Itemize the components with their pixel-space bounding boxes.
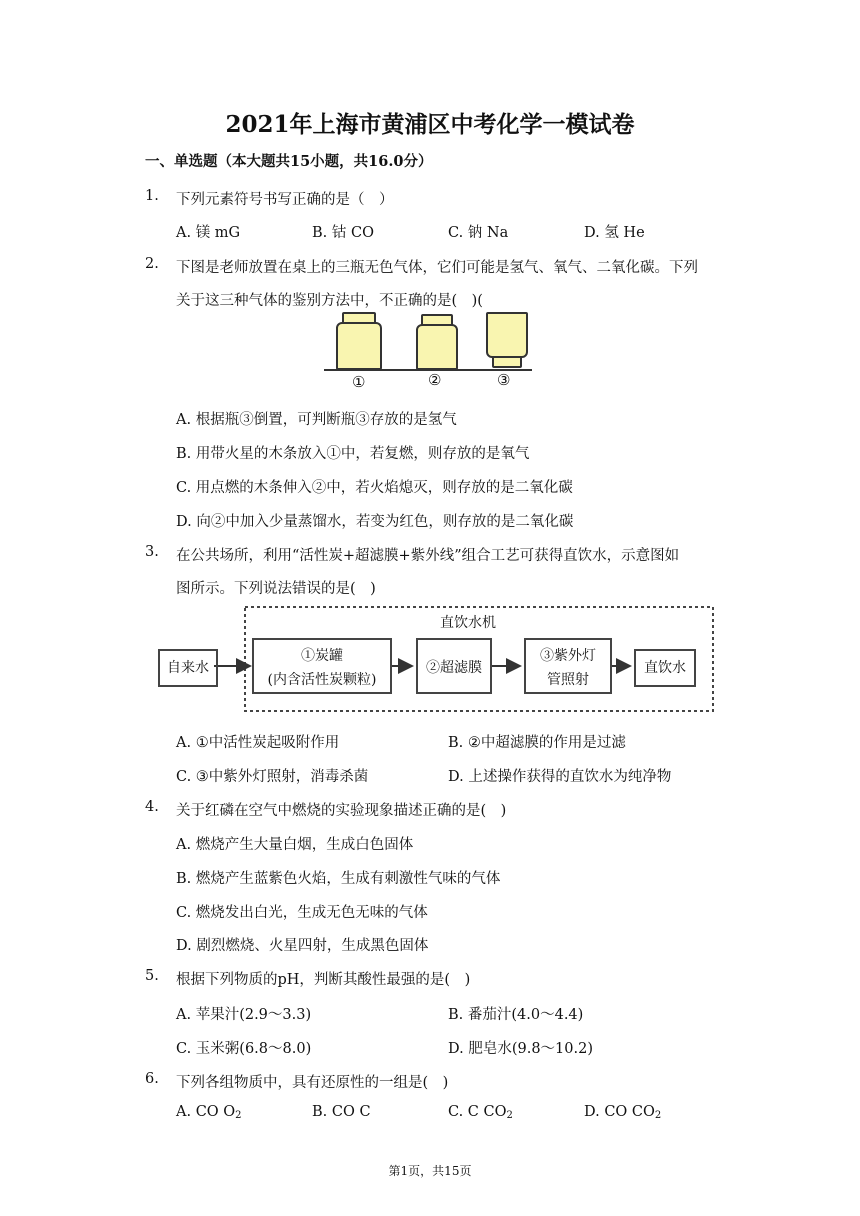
ultrafiltration-box [416,638,492,694]
question-text: 根据下列物质的pH，判断其酸性最强的是( ) [176,972,471,988]
bottle-1-body [336,322,382,370]
page-title: 2021年上海市黄浦区中考化学一模试卷 [225,111,635,138]
question-number: 3. [145,544,159,560]
question-text: 在公共场所，利用“活性炭+超滤膜+紫外线”组合工艺可获得直饮水，示意图如 [176,548,680,564]
option-a: A. 镁 mG [176,225,241,241]
question-number: 2. [145,256,159,272]
option-d: D. 向②中加入少量蒸馏水，若变为红色，则存放的是二氧化碳 [176,514,574,530]
question-text: 关于这三种气体的鉴别方法中，不正确的是( )( [176,293,483,309]
question-text: 下图是老师放置在桌上的三瓶无色气体，它们可能是氢气、氧气、二氧化碳。下列 [176,260,698,276]
option-b: B. 用带火星的木条放入①中，若复燃，则存放的是氧气 [176,446,530,462]
option-a: A. CO $O_2$ [176,1104,242,1121]
output-box [634,649,696,687]
option-a: A. 根据瓶③倒置，可判断瓶③存放的是氢气 [176,412,457,428]
option-c: C. 钠 Na [448,225,509,241]
option-b: B. CO C [312,1104,371,1120]
question-text: 关于红磷在空气中燃烧的实验现象描述正确的是( ) [176,803,507,819]
bottle-label: ③ [497,371,511,389]
carbon-tank-label: ①炭罐 [301,648,343,664]
option-c: C. 用点燃的木条伸入②中，若火焰熄灭，则存放的是二氧化碳 [176,480,573,496]
option-d: D. 肥皂水(9.8～10.2) [448,1041,593,1057]
bottle-3-body [486,312,528,358]
water-machine-diagram [156,604,718,716]
ultrafiltration-label: ②超滤膜 [426,660,482,676]
question-text: 下列各组物质中，具有还原性的一组是( ) [176,1075,449,1091]
output-label: 直饮水 [644,660,686,676]
option-b: B. 番茄汁(4.0～4.4) [448,1007,584,1023]
option-c: C. C $CO_2$ [448,1104,513,1121]
option-c: C. 玉米粥(6.8～8.0) [176,1041,312,1057]
option-d: D. 剧烈燃烧、火星四射，生成黑色固体 [176,938,429,954]
question-text: 图所示。下列说法错误的是( ) [176,581,376,597]
option-a: A. 苹果汁(2.9～3.3) [176,1007,312,1023]
section-heading: 一、单选题（本大题共15小题，共16.0分） [145,153,433,170]
option-b: B. 燃烧产生蓝紫色火焰，生成有刺激性气味的气体 [176,871,501,887]
question-number: 1. [145,188,159,204]
machine-label: 直饮水机 [440,615,496,631]
question-number: 6. [145,1071,159,1087]
option-d: D. CO $CO_2$ [584,1104,662,1121]
bottle-3-neck [492,356,522,368]
bottle-2-body [416,324,458,370]
option-b: B. ②中超滤膜的作用是过滤 [448,735,626,751]
question-number: 4. [145,799,159,815]
input-label: 自来水 [167,660,209,676]
option-b: B. 钴 CO [312,225,374,241]
bottle-label: ② [428,371,442,389]
option-a: A. ①中活性炭起吸附作用 [176,735,340,751]
gas-bottles-figure [320,310,535,395]
uv-label: ③紫外灯 [540,648,596,664]
option-c: C. ③中紫外灯照射，消毒杀菌 [176,769,369,785]
question-number: 5. [145,968,159,984]
carbon-tank-box [252,638,392,694]
page-footer: 第1页，共15页 [388,1164,472,1178]
bottle-label: ① [352,373,366,391]
option-d: D. 上述操作获得的直饮水为纯净物 [448,769,672,785]
uv-box [524,638,612,694]
question-text: 下列元素符号书写正确的是（ ） [176,192,394,208]
carbon-tank-note: (内含活性炭颗粒) [267,672,377,688]
input-box [158,649,218,687]
option-c: C. 燃烧发出白光，生成无色无味的气体 [176,905,428,921]
uv-label-2: 管照射 [547,672,589,688]
option-a: A. 燃烧产生大量白烟，生成白色固体 [176,837,414,853]
option-d: D. 氢 He [584,225,645,241]
